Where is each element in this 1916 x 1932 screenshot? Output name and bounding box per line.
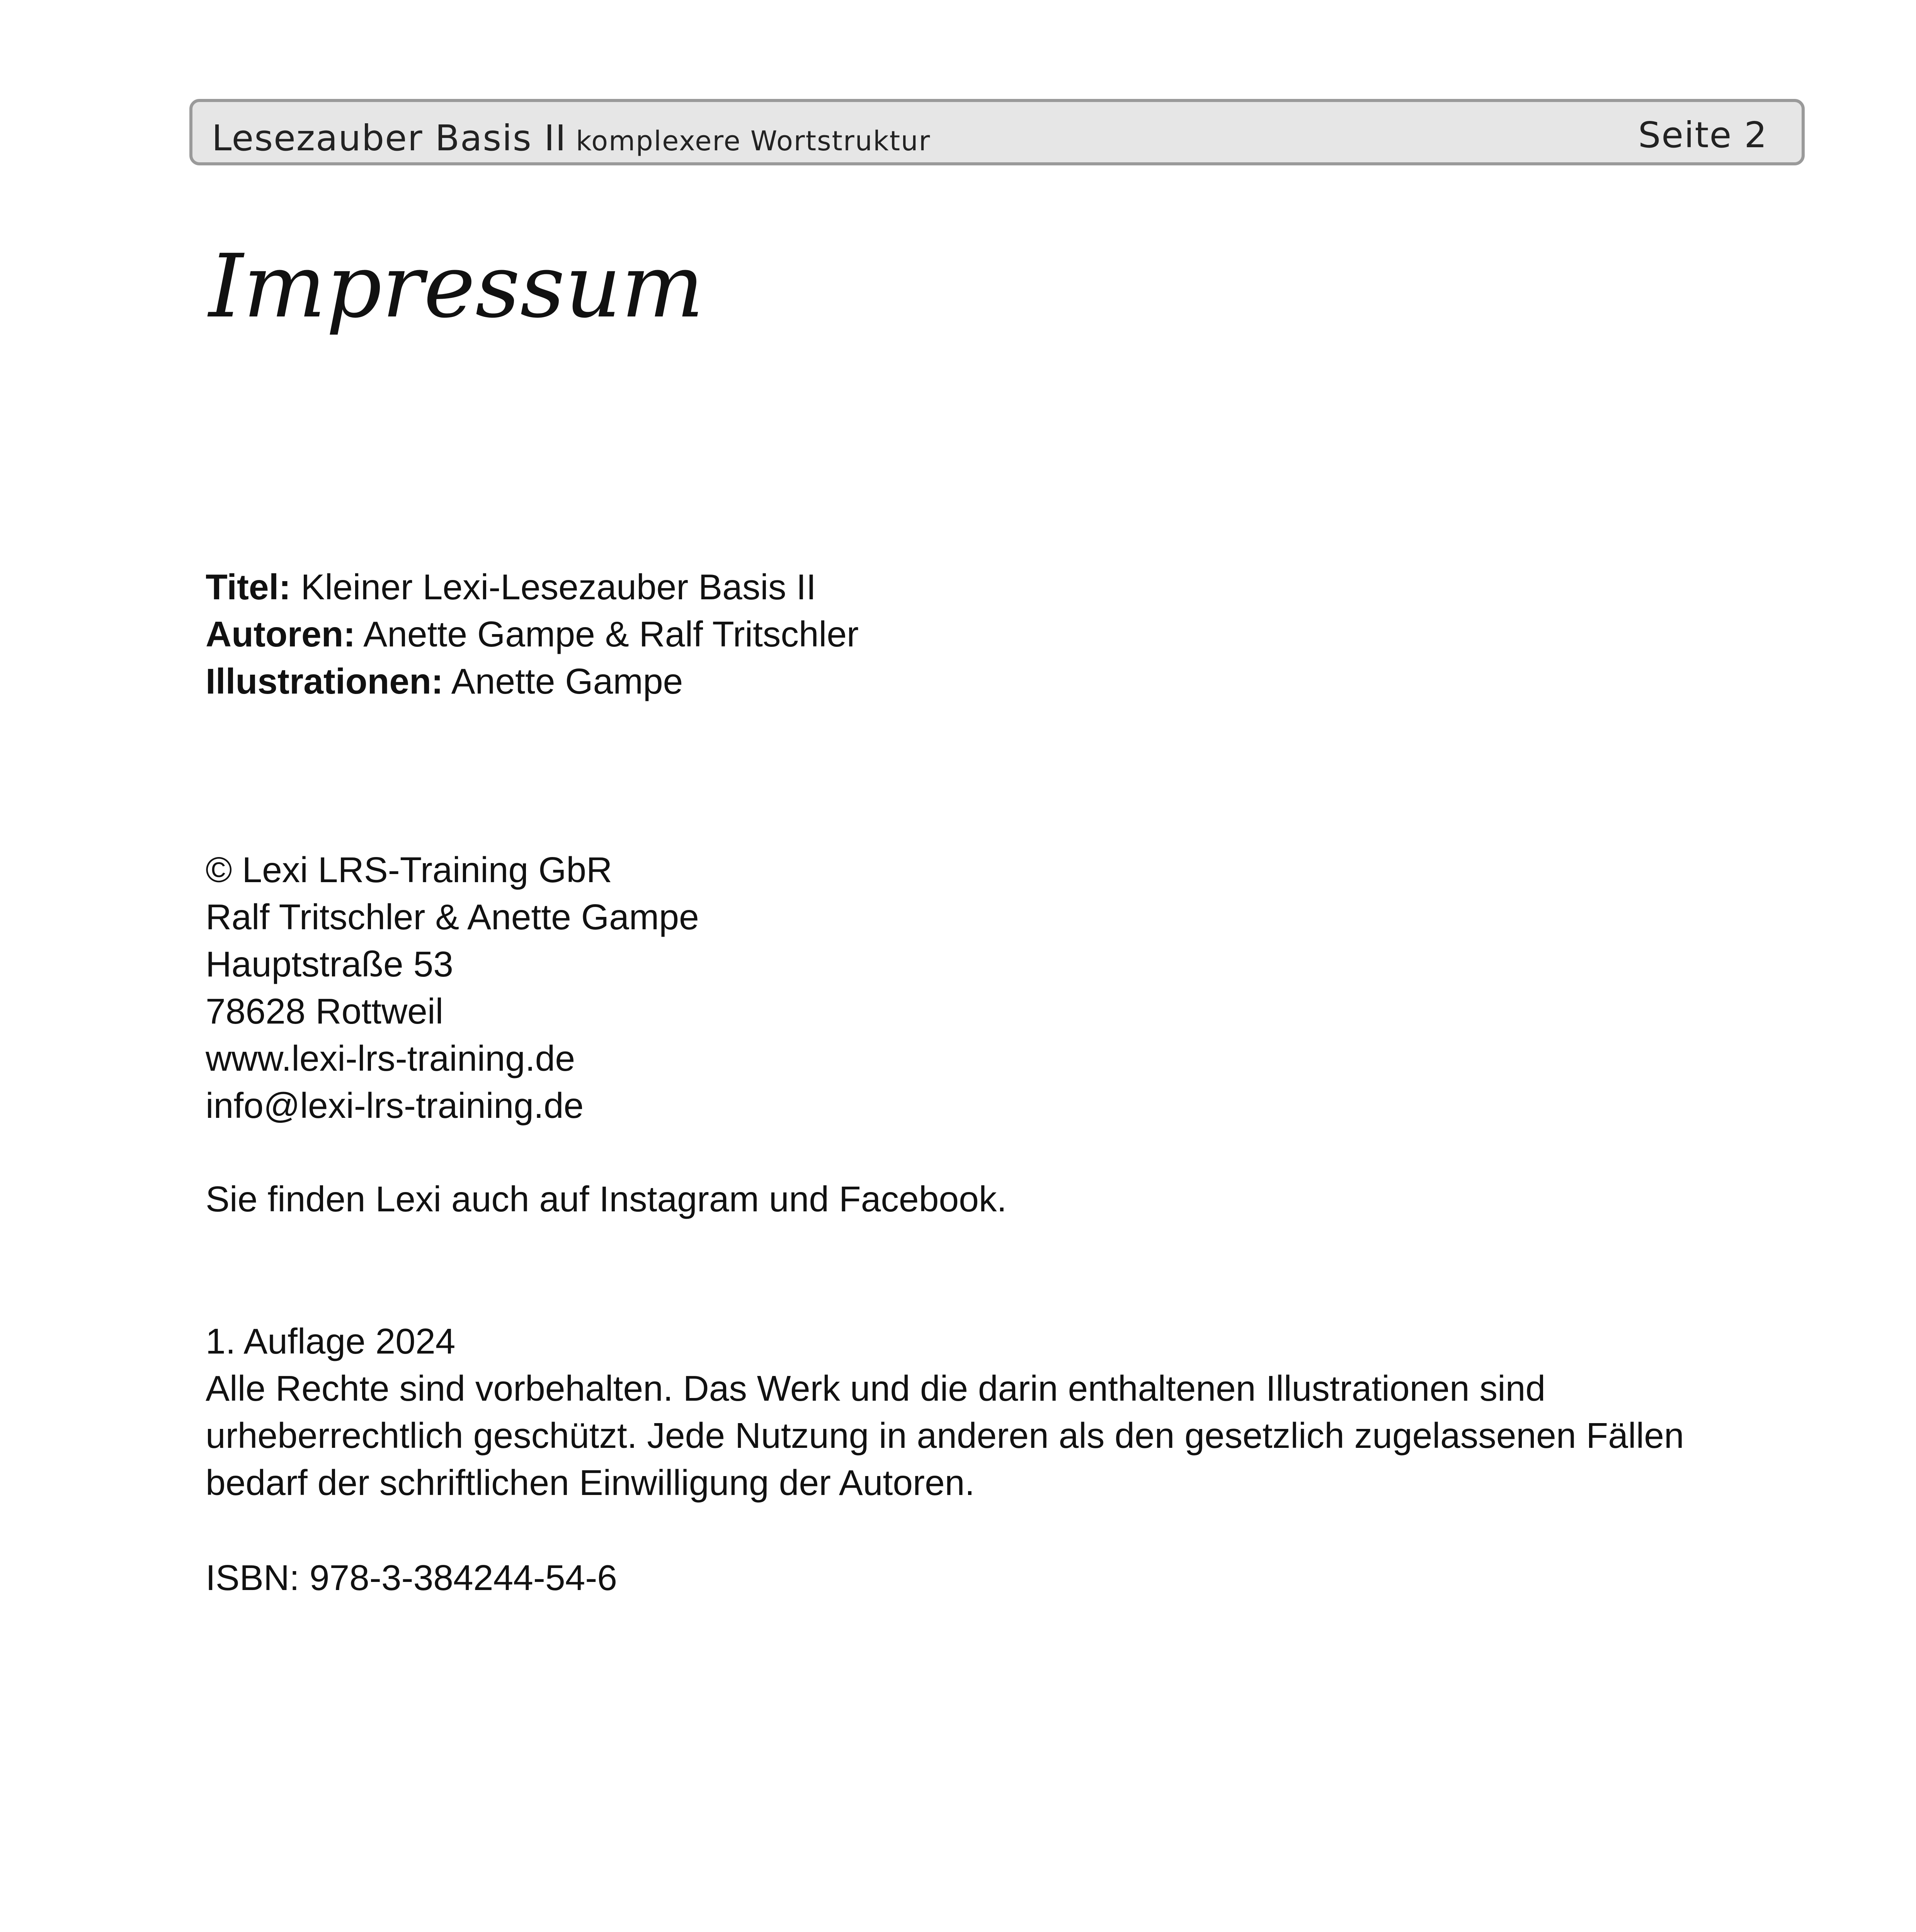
contact-city: 78628 Rottweil [206, 991, 444, 1031]
rights-line-3: bedarf der schriftlichen Einwilligung der Autoren. [206, 1463, 975, 1503]
contact-names: Ralf Tritschler & Anette Gampe [206, 897, 699, 937]
rights-line-2: urheberrechtlich geschützt. Jede Nutzung in anderen als den gesetzlich zugelassenen Fällen [206, 1415, 1684, 1456]
header-subtitle: komplexere Wortstruktur [576, 125, 931, 157]
contact-website-link[interactable]: www.lexi-lrs-training.de [206, 1038, 575, 1078]
contact-company: © Lexi LRS-Training GbR [206, 850, 613, 890]
publication-meta [206, 563, 859, 705]
meta-illustrations-line [206, 658, 859, 705]
meta-title-value: Kleiner Lexi-Lesezauber Basis II [301, 567, 817, 607]
rights-line-1: Alle Rechte sind vorbehalten. Das Werk und die darin enthaltenen Illustrationen sind [206, 1368, 1546, 1408]
header-title: Lesezauber Basis II [212, 117, 567, 159]
page-header [189, 99, 1805, 165]
contact-street: Hauptstraße 53 [206, 944, 454, 984]
isbn: ISBN: 978-3-384244-54-6 [206, 1558, 618, 1598]
meta-title-line [206, 563, 859, 611]
publisher-contact [206, 846, 699, 1129]
meta-title-label: Titel: [206, 567, 291, 607]
page-title: Impressum [209, 236, 704, 337]
meta-authors-line [206, 611, 859, 658]
meta-illustrations-label: Illustrationen: [206, 661, 443, 701]
meta-illustrations-value: Anette Gampe [451, 661, 683, 701]
meta-authors-value: Anette Gampe & Ralf Tritschler [363, 614, 859, 654]
rights-notice [206, 1318, 1684, 1506]
social-media-note: Sie finden Lexi auch auf Instagram und Facebook. [206, 1179, 1007, 1219]
meta-authors-label: Autoren: [206, 614, 356, 654]
contact-email-link[interactable]: info@lexi-lrs-training.de [206, 1085, 584, 1126]
edition: 1. Auflage 2024 [206, 1321, 456, 1361]
page-number: Seite 2 [1638, 114, 1768, 156]
header-title-group [212, 117, 931, 159]
